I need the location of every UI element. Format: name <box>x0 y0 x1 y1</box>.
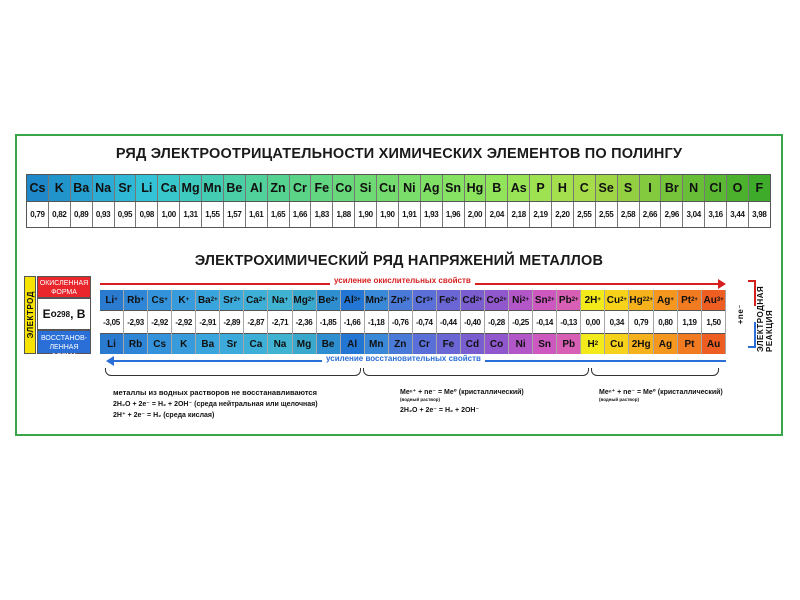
reduced-form: Mg <box>293 334 316 354</box>
echem-column <box>196 290 220 354</box>
pauling-value: 1,96 <box>443 202 465 227</box>
oxidized-ion: Zn 2+ <box>389 290 412 310</box>
electrode-reaction <box>736 276 774 354</box>
pauling-value: 0,89 <box>71 202 93 227</box>
pauling-symbol: Li <box>136 175 158 201</box>
oxidized-ion: Pt 2+ <box>678 290 701 310</box>
pauling-value: 2,55 <box>596 202 618 227</box>
pauling-symbol: Cr <box>290 175 312 201</box>
pauling-value: 1,31 <box>180 202 202 227</box>
pauling-symbol: Hg <box>465 175 487 201</box>
oxidized-ion: 2H + <box>581 290 604 310</box>
pauling-value: 1,83 <box>311 202 333 227</box>
echem-column <box>485 290 509 354</box>
pauling-symbol: I <box>640 175 662 201</box>
oxidized-ion: Cu 2+ <box>605 290 628 310</box>
pauling-symbol: B <box>486 175 508 201</box>
reduced-form: K <box>172 334 195 354</box>
oxidized-ion: Mg 2+ <box>293 290 316 310</box>
oxidized-ion: Na + <box>268 290 291 310</box>
pauling-value-row <box>27 201 770 227</box>
standard-potential: -2,36 <box>293 310 316 334</box>
standard-potential: 0,00 <box>581 310 604 334</box>
oxidized-ion: Au 3+ <box>702 290 725 310</box>
standard-potential: -2,71 <box>268 310 291 334</box>
pauling-symbol: O <box>727 175 749 201</box>
potential-unit: , B <box>70 307 86 321</box>
reduced-form: Pb <box>557 334 580 354</box>
potential-sup: o <box>50 308 57 320</box>
pauling-symbol: K <box>49 175 71 201</box>
pauling-symbol: P <box>530 175 552 201</box>
oxidized-ion: Pb 2+ <box>557 290 580 310</box>
standard-potential: -2,89 <box>220 310 243 334</box>
oxidized-ion: Ba 2+ <box>196 290 219 310</box>
pauling-symbol: Mn <box>202 175 224 201</box>
pauling-value: 3,16 <box>705 202 727 227</box>
pauling-symbol: Co <box>333 175 355 201</box>
reduced-form-label: ВОССТАНОВ-ЛЕННАЯ ФОРМА <box>37 330 91 354</box>
pauling-symbol: Mg <box>180 175 202 201</box>
pauling-value: 1,90 <box>377 202 399 227</box>
pauling-value: 0,95 <box>115 202 137 227</box>
note-active-title: металлы из водных растворов не восстанавливаются <box>113 388 317 397</box>
oxidized-ion: Ca 2+ <box>244 290 267 310</box>
pauling-symbol: Fe <box>311 175 333 201</box>
oxidized-ion: Be 2+ <box>317 290 340 310</box>
oxidizing-arrow-label: усиление окислительных свойств <box>330 276 475 285</box>
oxidized-ion: Mn 2+ <box>365 290 388 310</box>
reduced-form: Al <box>341 334 364 354</box>
echem-column <box>317 290 341 354</box>
standard-potential: 1,50 <box>702 310 725 334</box>
standard-potential: -3,05 <box>100 310 123 334</box>
reduced-form: Ni <box>509 334 532 354</box>
oxidized-ion: Rb + <box>124 290 147 310</box>
pauling-value: 3,98 <box>752 210 767 219</box>
oxidized-ion: Sr 2+ <box>220 290 243 310</box>
oxidized-ion: Fe 2+ <box>437 290 460 310</box>
echem-series <box>24 276 774 363</box>
oxidized-ion: Li + <box>100 290 123 310</box>
electrode-label-bar <box>24 276 36 354</box>
pauling-symbol: F <box>749 175 770 201</box>
electrode-label: ЭЛЕКТРОД <box>25 291 35 339</box>
echem-column <box>654 290 678 354</box>
pauling-value: 0,93 <box>93 202 115 227</box>
oxidized-ion: Al 3+ <box>341 290 364 310</box>
reduced-form: Rb <box>124 334 147 354</box>
standard-potential: -2,92 <box>148 310 171 334</box>
pauling-value: 1,61 <box>246 202 268 227</box>
pauling-symbol: Ca <box>158 175 180 201</box>
pauling-value: 2,20 <box>552 202 574 227</box>
brace-middle <box>363 368 589 376</box>
echem-column <box>389 290 413 354</box>
pauling-symbol-row <box>27 175 770 201</box>
echem-column <box>581 290 605 354</box>
pauling-symbol: Ni <box>399 175 421 201</box>
oxidized-ion: Co 2+ <box>485 290 508 310</box>
echem-columns <box>100 290 726 354</box>
reduced-form: Mn <box>365 334 388 354</box>
oxidized-ion: Cd 2+ <box>461 290 484 310</box>
potential-label <box>37 298 91 330</box>
pauling-symbol: S <box>618 175 640 201</box>
brace-noble <box>591 368 719 376</box>
oxidized-ion: Cs + <box>148 290 171 310</box>
pauling-value: 1,57 <box>224 202 246 227</box>
pauling-value: 2,55 <box>574 202 596 227</box>
reduced-form: Ca <box>244 334 267 354</box>
pauling-value: 0,82 <box>49 202 71 227</box>
pauling-symbol: Al <box>246 175 268 201</box>
standard-potential: -0,76 <box>389 310 412 334</box>
echem-column <box>605 290 629 354</box>
pauling-symbol: Se <box>596 175 618 201</box>
note-active-line1: 2H₂O + 2e⁻ = H₂ + 2OH⁻ (среда нейтральная или щелочная) <box>113 401 318 408</box>
pauling-value: 1,91 <box>399 202 421 227</box>
pauling-symbol: Ag <box>421 175 443 201</box>
reduced-form: 2Hg <box>629 334 653 354</box>
echem-column <box>509 290 533 354</box>
echem-column <box>293 290 317 354</box>
pauling-table <box>26 174 771 228</box>
pauling-value: 1,66 <box>290 202 312 227</box>
oxidized-ion: Ag + <box>654 290 677 310</box>
pauling-value: 1,90 <box>355 202 377 227</box>
note-noble-sub: (водный раствор) <box>599 397 639 402</box>
reduced-form: Li <box>100 334 123 354</box>
oxidized-ion: Cr 3+ <box>413 290 436 310</box>
echem-column <box>461 290 485 354</box>
reducing-arrow-label: усиление восстановительных свойств <box>322 354 485 363</box>
reduced-form: Sn <box>533 334 556 354</box>
echem-column <box>220 290 244 354</box>
echem-column <box>365 290 389 354</box>
pauling-value: 1,93 <box>421 202 443 227</box>
pauling-symbol: Ba <box>71 175 93 201</box>
brace-active <box>105 368 361 376</box>
pauling-symbol: Cl <box>705 175 727 201</box>
reduced-form: Cu <box>605 334 628 354</box>
reduced-form: Ag <box>654 334 677 354</box>
reaction-arrow-up <box>748 280 756 306</box>
echem-column <box>341 290 365 354</box>
pauling-symbol: Zn <box>268 175 290 201</box>
pauling-value: 0,79 <box>27 202 49 227</box>
reduced-form: Cd <box>461 334 484 354</box>
pauling-symbol: Na <box>93 175 115 201</box>
pauling-symbol: Cs <box>27 175 49 201</box>
oxidizing-arrow <box>100 278 720 288</box>
oxidized-ion: Sn 2+ <box>533 290 556 310</box>
pauling-value: 2,00 <box>465 202 487 227</box>
standard-potential: -2,87 <box>244 310 267 334</box>
pauling-value: 2,18 <box>508 202 530 227</box>
potential-symbol: E <box>42 307 51 321</box>
note-noble-line1: Meⁿ⁺ + ne⁻ = Me⁰ (кристаллический) <box>599 389 723 396</box>
oxidized-form-label: ОКИСЛЕННАЯ ФОРМА <box>37 276 91 298</box>
reaction-label: ЭЛЕКТРОДНАЯ РЕАКЦИЯ <box>756 285 774 352</box>
pauling-symbol: H <box>552 175 574 201</box>
standard-potential: -0,13 <box>557 310 580 334</box>
standard-potential: -2,92 <box>172 310 195 334</box>
pauling-value: 1,88 <box>333 202 355 227</box>
reduced-form: Pt <box>678 334 701 354</box>
reduced-form: Au <box>702 334 725 354</box>
echem-column <box>148 290 172 354</box>
pauling-symbol: Sr <box>115 175 137 201</box>
plus-ne-label: +ne⁻ <box>736 303 745 325</box>
standard-potential: -0,25 <box>509 310 532 334</box>
pauling-symbol: Sn <box>443 175 465 201</box>
echem-column <box>678 290 702 354</box>
standard-potential: 0,80 <box>654 310 677 334</box>
echem-column <box>172 290 196 354</box>
pauling-value: 2,58 <box>618 202 640 227</box>
standard-potential: -1,18 <box>365 310 388 334</box>
pauling-symbol: Cu <box>377 175 399 201</box>
standard-potential: -0,74 <box>413 310 436 334</box>
standard-potential: 1,19 <box>678 310 701 334</box>
potential-sub: 298 <box>56 309 71 319</box>
note-middle-line2: 2H₂O + 2e⁻ = H₂ + 2OH⁻ <box>400 407 480 414</box>
reduced-form: H 2 <box>581 334 604 354</box>
echem-column <box>702 290 726 354</box>
pauling-value: 1,00 <box>158 202 180 227</box>
pauling-value: 3,44 <box>727 202 749 227</box>
reduced-form: Sr <box>220 334 243 354</box>
standard-potential: -2,93 <box>124 310 147 334</box>
echem-column <box>557 290 581 354</box>
standard-potential: -0,44 <box>437 310 460 334</box>
reduced-form: Na <box>268 334 291 354</box>
note-middle-line1: Meⁿ⁺ + ne⁻ = Me⁰ (кристаллический) <box>400 389 524 396</box>
pauling-symbol: As <box>508 175 530 201</box>
reduced-form: Zn <box>389 334 412 354</box>
reduced-form: Cs <box>148 334 171 354</box>
pauling-value: 3,04 <box>683 202 705 227</box>
reduced-form: Co <box>485 334 508 354</box>
echem-title: ЭЛЕКТРОХИМИЧЕСКИЙ РЯД НАПРЯЖЕНИЙ МЕТАЛЛОВ <box>194 253 604 269</box>
reducing-arrow <box>112 356 726 366</box>
standard-potential: 0,79 <box>629 310 653 334</box>
pauling-value: 2,96 <box>661 202 683 227</box>
oxidized-ion: Hg 2 2+ <box>629 290 653 310</box>
echem-column <box>437 290 461 354</box>
echem-column <box>100 290 124 354</box>
oxidized-ion: K + <box>172 290 195 310</box>
standard-potential: 0,34 <box>605 310 628 334</box>
standard-potential: -0,40 <box>461 310 484 334</box>
echem-column <box>533 290 557 354</box>
pauling-value: 2,04 <box>486 202 508 227</box>
reduced-form: Ba <box>196 334 219 354</box>
reduced-form: Cr <box>413 334 436 354</box>
standard-potential: -0,14 <box>533 310 556 334</box>
pauling-symbol: C <box>574 175 596 201</box>
pauling-symbol: Si <box>355 175 377 201</box>
reduced-form: Fe <box>437 334 460 354</box>
pauling-value: 1,65 <box>268 202 290 227</box>
note-middle-sub: (водный раствор) <box>400 397 440 402</box>
pauling-title: РЯД ЭЛЕКТРООТРИЦАТЕЛЬНОСТИ ХИМИЧЕСКИХ ЭЛЕМЕНТОВ ПО ПОЛИНГУ <box>115 146 683 162</box>
standard-potential: -1,85 <box>317 310 340 334</box>
pauling-value: 1,55 <box>202 202 224 227</box>
echem-column <box>413 290 437 354</box>
echem-column <box>268 290 292 354</box>
oxidized-ion: Ni 2+ <box>509 290 532 310</box>
echem-column <box>244 290 268 354</box>
pauling-value: 0,98 <box>136 202 158 227</box>
pauling-symbol: Be <box>224 175 246 201</box>
pauling-symbol: Br <box>661 175 683 201</box>
echem-column <box>629 290 654 354</box>
standard-potential: -1,66 <box>341 310 364 334</box>
note-active-line2: 2H⁺ + 2e⁻ = H₂ (среда кислая) <box>113 412 215 419</box>
pauling-value: 2,19 <box>530 202 552 227</box>
standard-potential: -0,28 <box>485 310 508 334</box>
poster-frame <box>15 134 783 436</box>
echem-column <box>124 290 148 354</box>
pauling-value: 2,66 <box>640 202 662 227</box>
reduced-form: Be <box>317 334 340 354</box>
pauling-symbol: N <box>683 175 705 201</box>
standard-potential: -2,91 <box>196 310 219 334</box>
reaction-arrow-down <box>748 322 756 348</box>
